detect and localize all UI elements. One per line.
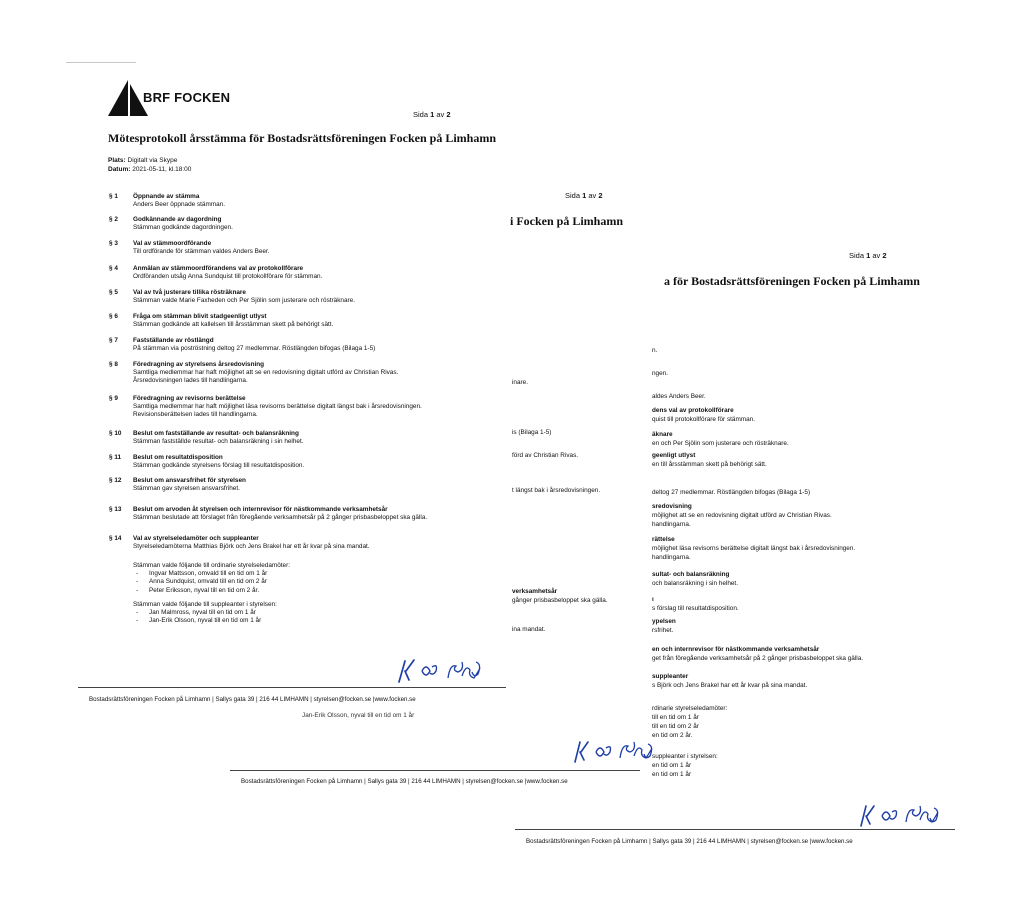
- section-text: Till ordförande för stämman valdes Anders Beer.: [133, 248, 270, 256]
- section-number: § 14: [109, 535, 122, 542]
- page-number-2: Sida 1 av 2: [565, 191, 603, 200]
- section-body: [133, 454, 304, 470]
- page-3-fragment: handlingarna.: [652, 521, 691, 528]
- page-3-fragment: rättelse: [652, 536, 675, 543]
- page-2-title: i Focken på Limhamn: [510, 214, 624, 228]
- page-2-fragment: ina mandat.: [512, 626, 546, 633]
- page-1-footer: Bostadsrättsföreningen Focken på Limhamn | Sallys gata 39 | 216 44 LIMHAMN | styrelsen@focken.se |www.focken.se: [89, 696, 416, 703]
- section-body: [133, 430, 304, 446]
- section-heading: Val av två justerare tillika rösträknare: [133, 289, 246, 296]
- ordinary-members-intro: Stämman valde följande till ordinarie styrelseledamöter:: [133, 562, 291, 569]
- board-election-lists: [133, 562, 290, 625]
- section-text: Stämman godkände att kallelsen till årsstämman skett på behörigt sätt.: [133, 321, 334, 329]
- page-3-fragment: en och Per Sjölin som justerare och rösträknare.: [652, 440, 789, 447]
- page-3-body: [640, 340, 1024, 790]
- page-2-fragment: förd av Christian Rivas.: [512, 452, 579, 459]
- section-number: § 13: [109, 506, 122, 513]
- page-2-fragment: verksamhetsår: [512, 588, 558, 595]
- section-text: Revisionsberättelsen lades till handlingarna.: [133, 411, 258, 419]
- section-text: Stämman gav styrelsen ansvarsfrihet.: [133, 485, 240, 493]
- section-text: Stämman godkände dagordningen.: [133, 224, 233, 232]
- page-1-footer-line: [78, 687, 506, 688]
- section-number: § 2: [109, 216, 118, 223]
- section-number: § 4: [109, 265, 118, 272]
- section-body: [133, 395, 422, 420]
- section-heading: Godkännande av dagordning: [133, 216, 222, 223]
- section-heading: Föredragning av revisorns berättelse: [133, 395, 246, 402]
- deputy-member: - Jan-Erik Olsson, nyval till en tid om 1 år: [133, 617, 290, 625]
- section-heading: Föredragning av styrelsens årsredovisning: [133, 361, 265, 368]
- page-3-fragment: möjlighet läsa revisorns berättelse digitalt längst bak i årsredovisningen.: [652, 545, 856, 552]
- section-body: [133, 535, 370, 551]
- page-3-fragment: handlingarna.: [652, 554, 691, 561]
- page-3-fragment: ngen.: [652, 370, 668, 377]
- section-text: Ordföranden utsåg Anna Sundquist till protokollförare för stämman.: [133, 273, 323, 281]
- page-number: Sida 1 av 2: [413, 110, 451, 119]
- section-body: [133, 313, 333, 329]
- org-name: BRF FOCKEN: [143, 90, 231, 105]
- section-text: Årsredovisningen lades till handlingarna.: [133, 377, 248, 385]
- page-3-fragment: ypelsen: [652, 618, 676, 625]
- page-3-fragment: till en tid om 2 år: [652, 723, 699, 730]
- section-heading: Val av styrelseledamöter och suppleanter: [133, 535, 259, 542]
- section-heading: Fastställande av röstlängd: [133, 337, 214, 344]
- section-text: Anders Beer öppnade stämman.: [133, 201, 226, 209]
- page-3-title-clip: [640, 272, 1024, 292]
- section-heading: Fråga om stämman blivit stadgeenligt utlyst: [133, 313, 267, 320]
- section-number: § 9: [109, 395, 118, 402]
- ordinary-member: - Peter Eriksson, nyval till en tid om 2 år.: [133, 587, 290, 595]
- page-2-footer: Bostadsrättsföreningen Focken på Limhamn | Sallys gata 39 | 216 44 LIMHAMN | styrelsen@focken.se |www.focken.se: [241, 778, 568, 785]
- section-body: [133, 216, 233, 232]
- page-3-fragment: get från föregående verksamhetsår på 2 gånger prisbasbeloppet ska gälla.: [652, 655, 864, 662]
- section-heading: Anmälan av stämmoordförandens val av protokollförare: [133, 265, 304, 272]
- section-heading: Val av stämmoordförande: [133, 240, 212, 247]
- page-3-title: a för Bostadsrättsföreningen Focken på Limhamn: [664, 274, 920, 288]
- page-1-scan-edge: [66, 62, 136, 63]
- page-3-fragment: sultat- och balansräkning: [652, 571, 730, 578]
- page-3-fragment: en och internrevisor för nästkommande verksamhetsår: [652, 646, 820, 653]
- page-3-fragment: quist till protokollförare för stämman.: [652, 416, 755, 423]
- page-3-fragment: äknare: [652, 431, 673, 438]
- section-number: § 6: [109, 313, 118, 320]
- page-3-fragment: en tid om 1 år: [652, 771, 692, 778]
- section-body: [133, 265, 322, 281]
- page-3-fragment: s förslag till resultatdisposition.: [652, 605, 739, 612]
- section-body: [133, 361, 398, 386]
- section-text: Stämman beslutade att förslaget från föregående verksamhetsår på 2 gånger prisbasbeloppet ska gälla.: [133, 514, 428, 522]
- section-text: Stämman godkände styrelsens förslag till resultatdisposition.: [133, 462, 305, 470]
- section-body: [133, 240, 270, 256]
- section-number: § 1: [109, 193, 118, 200]
- page-3-fragment: aldes Anders Beer.: [652, 393, 706, 400]
- ordinary-member: - Anna Sundquist, omvald till en tid om 2 år: [133, 578, 290, 586]
- section-number: § 11: [109, 454, 122, 461]
- section-heading: Öppnande av stämma: [133, 193, 200, 200]
- page-3-fragment: ı: [652, 596, 654, 603]
- section-body: [133, 506, 427, 522]
- page-2-footer-line: [230, 770, 640, 771]
- page-3-fragment: suppleanter: [652, 673, 689, 680]
- section-body: [133, 337, 375, 353]
- section-number: § 12: [109, 477, 122, 484]
- section-body: [133, 289, 355, 305]
- section-body: [133, 193, 225, 209]
- page-3-fragment: dens val av protokollförare: [652, 407, 734, 414]
- page-3-fragment: rsfrihet.: [652, 627, 674, 634]
- page-3-fragment: till en tid om 1 år: [652, 714, 699, 721]
- section-text: Stämman fastställde resultat- och balansräkning i sin helhet.: [133, 438, 304, 446]
- page-3-fragment: s Björk och Jens Brakel har ett år kvar på sina mandat.: [652, 682, 808, 689]
- section-number: § 8: [109, 361, 118, 368]
- signature-initials: [396, 656, 496, 689]
- section-number: § 5: [109, 289, 118, 296]
- deputies-intro: Stämman valde följande till suppleanter i styrelsen:: [133, 600, 277, 608]
- page-3-footer-line: [515, 829, 955, 830]
- section-text: Stämman valde Marie Faxheden och Per Sjölin som justerare och rösträknare.: [133, 297, 355, 305]
- section-number: § 3: [109, 240, 118, 247]
- page-2-body: [512, 370, 640, 650]
- page-2-bleed-line: Jan-Erik Olsson, nyval till en tid om 1 år: [302, 712, 415, 719]
- page-3-fragment: möjlighet att se en redovisning digitalt utförd av Christian Rivas.: [652, 512, 832, 519]
- document-title: Mötesprotokoll årsstämma för Bostadsrättsföreningen Focken på Limhamn: [108, 131, 496, 145]
- page-2-fragment: t längst bak i årsredovisningen.: [512, 487, 601, 494]
- page-2-fragment: is (Bilaga 1-5): [512, 429, 552, 436]
- signature-initials-2: [572, 738, 662, 769]
- page-2-fragment: gånger prisbasbeloppet ska gälla.: [512, 597, 608, 604]
- page-3-footer: Bostadsrättsföreningen Focken på Limhamn | Sallys gata 39 | 216 44 LIMHAMN | styrelsen@focken.se |www.focken.se: [526, 838, 853, 845]
- page-3-fragment: n.: [652, 347, 658, 354]
- page-2-fragment: inare.: [512, 379, 528, 386]
- page-3-fragment: sredovisning: [652, 503, 692, 510]
- section-text: Samtliga medlemmar har haft möjlighet att se en redovisning digitalt utförd av Christian Rivas.: [133, 369, 399, 377]
- meeting-meta: Plats: Digitalt via Skype Datum: 2021-05-11, kl.18:00: [108, 157, 192, 173]
- section-text: Samtliga medlemmar har haft möjlighet läsa revisorns berättelse digitalt längst bak i årsredovisningen.: [133, 403, 422, 411]
- page-3-fragment: en tid om 2 år.: [652, 732, 693, 739]
- section-heading: Beslut om fastställande av resultat- och balansräkning: [133, 430, 299, 437]
- section-number: § 7: [109, 337, 118, 344]
- deputy-member: - Jan Malmross, nyval till en tid om 1 år: [133, 609, 290, 617]
- page-3-fragment: och balansräkning i sin helhet.: [652, 580, 738, 587]
- page-3-fragment: deltog 27 medlemmar. Röstlängden bifogas (Bilaga 1-5): [652, 489, 811, 496]
- page-number-3: Sida 1 av 2: [849, 251, 887, 260]
- section-number: § 10: [109, 430, 122, 437]
- page-3-fragment: en till årsstämman skett på behörigt sätt.: [652, 461, 767, 468]
- section-heading: Beslut om resultatdisposition: [133, 454, 223, 461]
- page-3-fragment: en tid om 1 år: [652, 762, 692, 769]
- page-3-fragment: suppleanter i styrelsen:: [652, 753, 718, 760]
- section-heading: Beslut om arvoden åt styrelsen och internrevisor för nästkommande verksamhetsår: [133, 506, 388, 513]
- page-3-fragment: geenligt utlyst: [652, 452, 696, 459]
- section-heading: Beslut om ansvarsfrihet för styrelsen: [133, 477, 246, 484]
- section-text: Styrelseledamöterna Matthias Björk och Jens Brakel har ett år kvar på sina mandat.: [133, 543, 370, 551]
- ordinary-member: - Ingvar Mattsson, omvald till en tid om 1 år: [133, 570, 290, 578]
- section-body: [133, 477, 246, 493]
- page-2-title-clip: [510, 212, 640, 230]
- section-text: På stämman via poströstning deltog 27 medlemmar. Röstlängden bifogas (Bilaga 1-5): [133, 345, 376, 353]
- page-3-fragment: rdinarie styrelseledamöter:: [652, 705, 728, 712]
